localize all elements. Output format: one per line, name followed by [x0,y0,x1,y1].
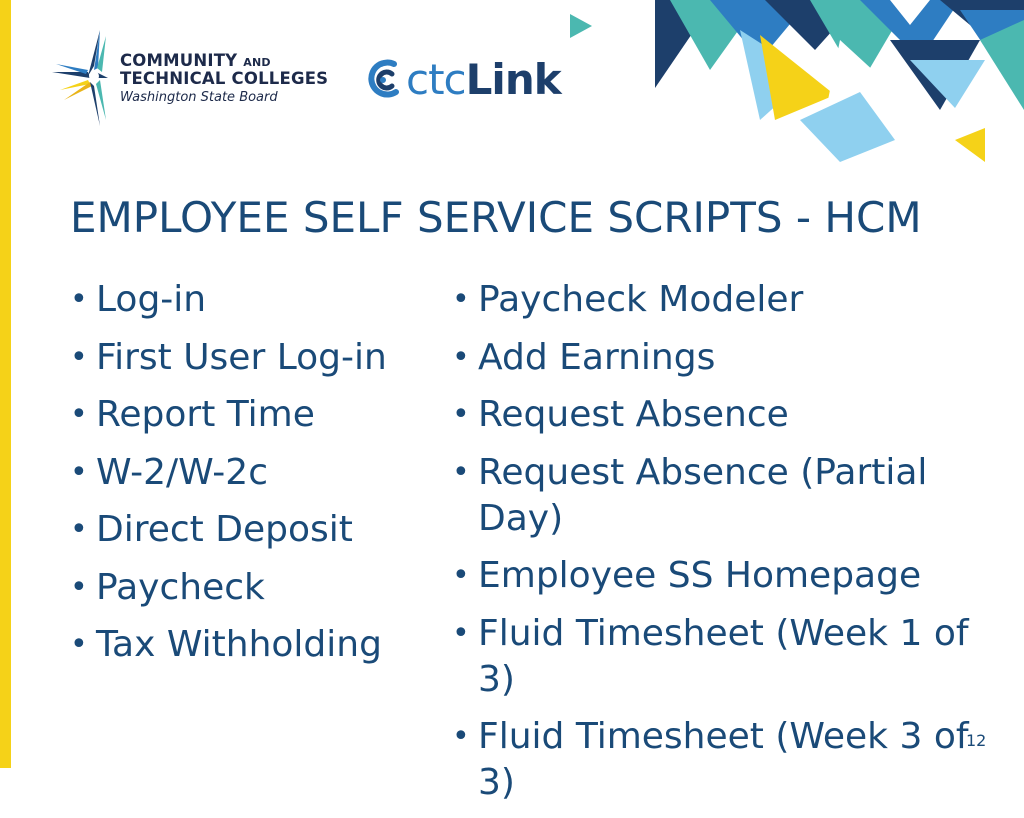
list-item: • Paycheck Modeler [452,277,1012,323]
bullet-icon: • [452,454,470,490]
bullet-icon: • [70,454,88,490]
bullet-icon: • [452,558,470,593]
slide-title: EMPLOYEE SELF SERVICE SCRIPTS - HCM [70,193,922,242]
slide-number: 12 [966,731,987,750]
org-name-line1: COMMUNITY AND [120,51,271,70]
list-item: • Fluid Timesheet (Week 1 of 3) [452,612,969,700]
list-item: • Log-in [70,277,440,323]
star-burst-icon [50,28,110,128]
sbctc-logo [50,28,350,128]
bullet-icon: • [70,627,88,662]
left-bullet-list [70,277,440,680]
list-item: • Request Absence [452,392,1012,438]
bullet-icon: • [452,282,470,317]
list-item: • Paycheck [70,565,440,611]
list-item: • Tax Withholding [70,622,440,668]
list-item: • Report Time [70,392,440,438]
bullet-icon: • [452,397,470,432]
ctclink-wordmark: ctcLink [406,55,561,104]
org-name-line2: TECHNICAL COLLEGES [120,69,329,88]
bullet-icon: • [70,282,88,317]
ctclink-swirl-icon [362,52,404,108]
decorative-triangles [560,0,1024,175]
bullet-icon: • [70,339,88,375]
bullet-icon: • [452,615,470,651]
bullet-icon: • [452,719,470,754]
list-item: • First User Log-in [70,335,440,381]
list-item: • Direct Deposit [70,507,440,553]
bullet-icon: • [70,397,88,432]
right-bullet-list [452,277,1012,818]
list-item: • W-2/W-2c [70,450,440,496]
ctclink-logo [362,52,582,112]
list-item: • Employee SS Homepage [452,553,1012,599]
list-item: • Request Absence (Partial Day) [452,451,928,539]
bullet-icon: • [452,339,470,375]
bullet-icon: • [70,512,88,547]
org-subtitle: Washington State Board [120,90,278,105]
left-accent-bar [0,0,11,768]
list-item: • Fluid Timesheet (Week 3 of 3) [452,716,969,803]
bullet-icon: • [70,569,88,605]
list-item: • Add Earnings [452,335,1012,381]
